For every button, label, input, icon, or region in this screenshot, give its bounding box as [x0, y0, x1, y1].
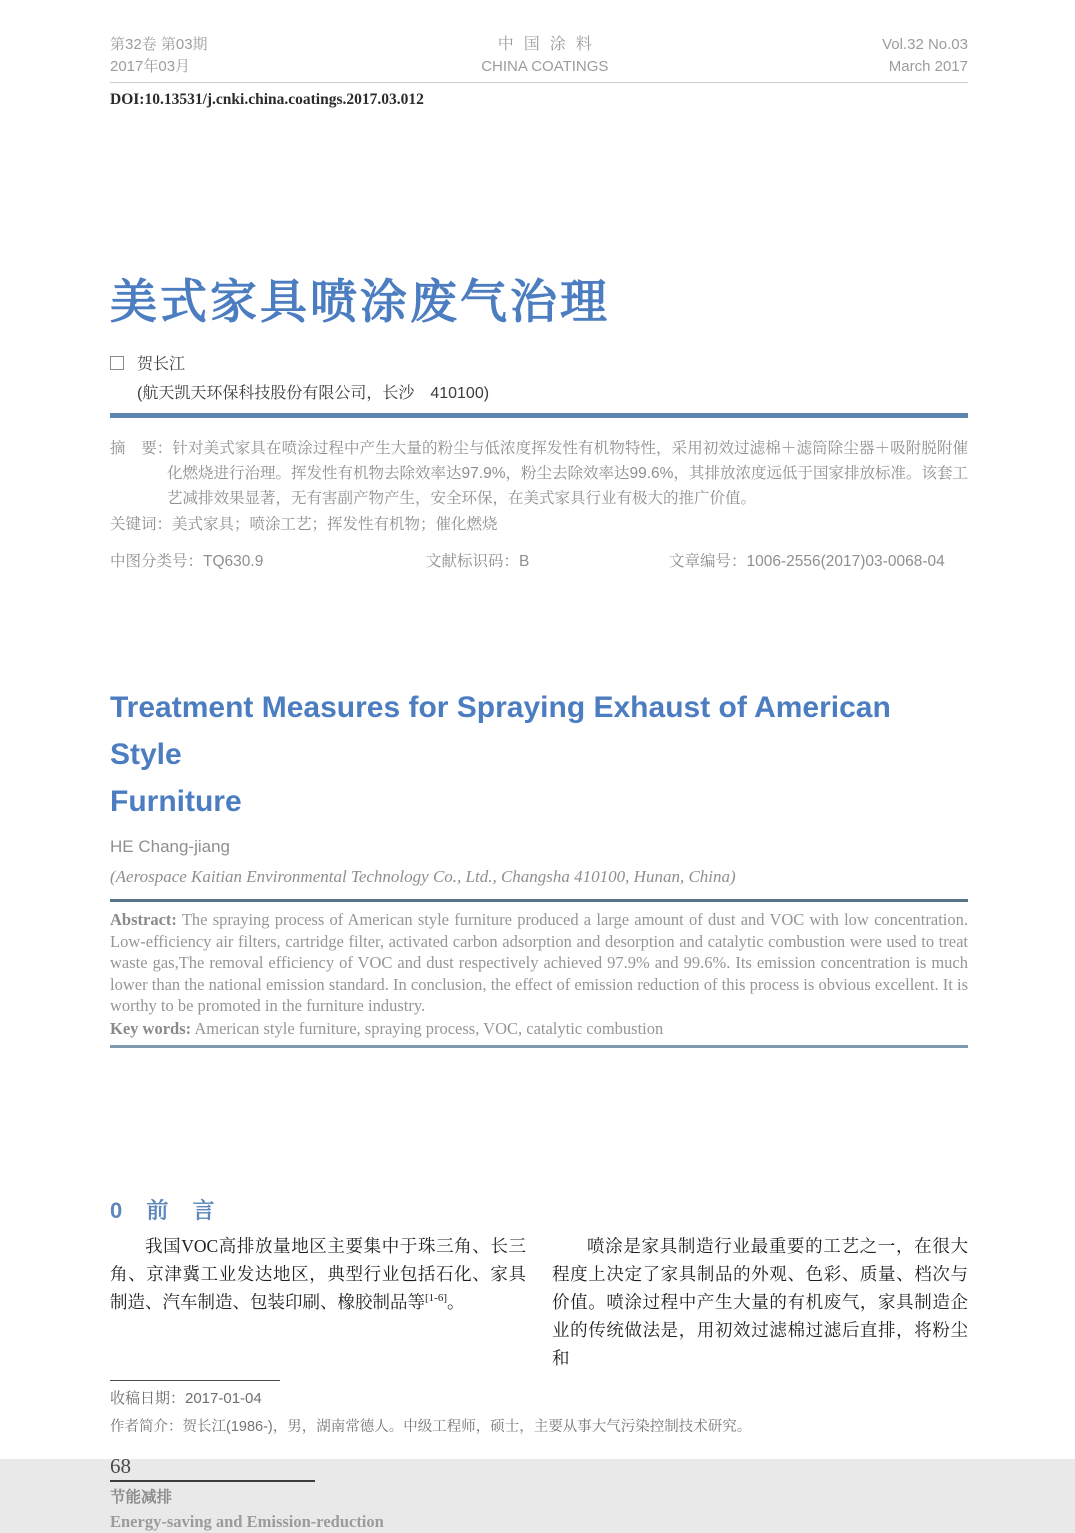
- affiliation-en: (Aerospace Kaitian Environmental Technology Co., Ltd., Changsha 410100, Hunan, China): [110, 867, 736, 886]
- header-left: [110, 34, 208, 78]
- body-column-left: [110, 1198, 526, 1372]
- volume-issue-en: Vol.32 No.03: [882, 36, 968, 53]
- abstract-label-cn: 摘 要：: [110, 440, 173, 457]
- citation-ref: [1-6]: [425, 1292, 447, 1305]
- header-right: [882, 34, 968, 78]
- body-columns: [110, 1198, 968, 1372]
- section-heading: 0 前 言: [110, 1197, 215, 1223]
- title-en-line2: Furniture: [110, 785, 242, 818]
- author-name-en: HE Chang-jiang: [110, 837, 231, 856]
- abstract-en: [110, 909, 968, 1017]
- article-title-cn: 美式家具喷涂废气治理: [110, 275, 610, 328]
- column-title-en: Energy-saving and Emission-reduction: [110, 1511, 384, 1531]
- author-bio: 作者简介：贺长江(1986-)，男，湖南常德人。中级工程师，硕士，主要从事大气污染控制技术研究。: [110, 1418, 752, 1435]
- abstract-text-cn: 针对美式家具在喷涂过程中产生大量的粉尘与低浓度挥发性有机物特性，采用初效过滤棉＋滤筒除尘器＋吸附脱附催化燃烧进行治理。挥发性有机物去除效率达97.9%，粉尘去除效率达99.6%，其排放浓度远低于国家排放标准。该套工艺减排效果显著，无有害副产物产生，安全环保，在美式家具行业有极大的推广价值。: [167, 440, 968, 507]
- keywords-text-en: American style furniture, spraying process, VOC, catalytic combustion: [191, 1018, 664, 1038]
- abstract-rule-bottom: [110, 1045, 968, 1048]
- volume-issue-cn: 第32卷 第03期: [110, 36, 208, 53]
- abstract-text-en: The spraying process of American style furniture produced a large amount of dust and VOC with low concentration. Low-efficiency air filters, cartridge filter, activated carbon adsorption and desorption and catalytic combustion were used to treat waste gas,The removal efficiency of VOC and dust respectively achieved 97.9% and 99.6%. Its emission concentration is much lower than the national emission standard. In conclusion, the effect of emission reduction of this process is obvious excellent. It is worthy to be promoted in the furniture industry.: [110, 910, 968, 1016]
- body-paragraph-1: [110, 1232, 526, 1316]
- received-date: 收稿日期：2017-01-04: [110, 1389, 262, 1407]
- body-column-right: [552, 1198, 968, 1372]
- article-title-en: [110, 684, 968, 825]
- journal-header: [110, 34, 968, 83]
- paragraph-1-end: 。: [447, 1291, 465, 1312]
- article-meta-row: [110, 549, 968, 574]
- doi-line: DOI:10.13531/j.cnki.china.coatings.2017.03.012: [110, 91, 424, 108]
- header-center: [481, 34, 608, 78]
- title-divider-bar: [110, 413, 968, 418]
- article-id: 文章编号：1006-2556(2017)03-0068-04: [669, 553, 945, 570]
- title-en-line1: Treatment Measures for Spraying Exhaust of American Style: [110, 691, 891, 771]
- affiliation-cn: (航天凯天环保科技股份有限公司，长沙 410100): [137, 385, 490, 402]
- date-cn: 2017年03月: [110, 58, 191, 75]
- keywords-label-en: Key words:: [110, 1018, 192, 1038]
- paragraph-1-text: 我国VOC高排放量地区主要集中于珠三角、长三角、京津冀工业发达地区，典型行业包括石化、家具制造、汽车制造、包装印刷、橡胶制品等: [110, 1235, 526, 1312]
- journal-name-cn: 中国涂料: [497, 36, 602, 53]
- keywords-cn: 关键词：美式家具；喷涂工艺；挥发性有机物；催化燃烧: [110, 516, 498, 533]
- abstract-label-en: Abstract:: [110, 910, 177, 929]
- page-number: 68: [110, 1453, 131, 1478]
- journal-name-en: CHINA COATINGS: [481, 58, 609, 75]
- page-number-underline: [110, 1480, 315, 1482]
- body-paragraph-2: 喷涂是家具制造行业最重要的工艺之一，在很大程度上决定了家具制品的外观、色彩、质量、档次与价值。喷涂过程中产生大量的有机废气，家具制造企业的传统做法是，用初效过滤棉过滤后直排，将粉尘和: [552, 1235, 968, 1368]
- abstract-cn: [110, 436, 968, 511]
- clc-number: 中图分类号：TQ630.9: [110, 553, 264, 570]
- date-en: March 2017: [888, 58, 968, 75]
- author-name-cn: 贺长江: [137, 356, 186, 373]
- author-row: [110, 351, 968, 374]
- author-square-icon: [110, 356, 124, 370]
- column-title-cn: 节能减排: [110, 1488, 173, 1506]
- document-code: 文献标识码：B: [426, 553, 530, 570]
- abstract-rule-top: [110, 899, 968, 902]
- keywords-en: [110, 1018, 968, 1040]
- footnote-divider: [110, 1380, 280, 1381]
